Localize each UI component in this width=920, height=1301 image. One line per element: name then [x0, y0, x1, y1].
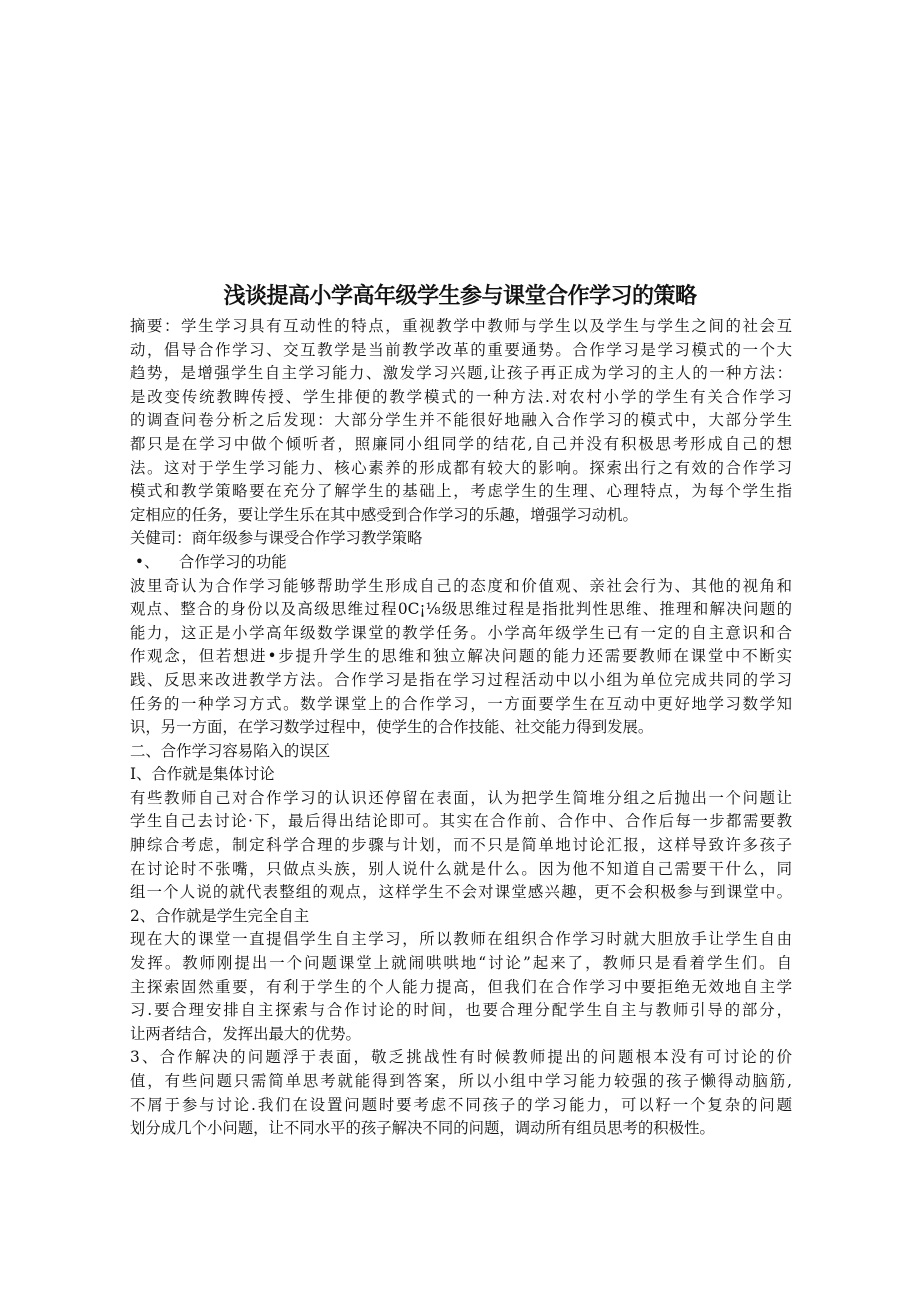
abstract-paragraph — [130, 315, 792, 527]
subsection-2-paragraph — [130, 928, 792, 1046]
subsection-3-paragraph — [130, 1046, 792, 1140]
paragraph-line: 主探索固然重要，有利于学生的个人能力提高，但我们在合作学习中要拒绝无效地自主学 — [130, 977, 792, 996]
paragraph-line: 任务的一种学习方式。数学课堂上的合作学习，一方面要学生在互动中更好地学习数学知 — [130, 694, 792, 713]
subsection-heading: 2、合作就是学生完全自主 — [130, 906, 310, 925]
abstract-line: 趋势，是增强学生自主学习能力、激发学习兴题,让孩子再正成为学习的主人的一种方法： — [130, 364, 792, 383]
paragraph-line: 波里奇认为合作学习能够帮助学生形成自己的态度和价值观、亲社会行为、其他的视角和 — [130, 576, 792, 595]
paragraph-line: 观点、整合的身份以及高级思维过程0C¡⅛级思维过程是指批判性思维、推理和解决问题的 — [130, 600, 792, 619]
section-1-paragraph — [130, 575, 792, 740]
abstract-line: 法。这对于学生学习能力、核心素养的形成都有较大的影响。探索出行之有效的合作学习 — [130, 458, 792, 477]
abstract-line: 定相应的任务，要让学生乐在其中感受到合作学习的乐趣，增强学习动机。 — [130, 505, 638, 524]
subsection-heading: I、合作就是集体讨论 — [130, 765, 275, 784]
paragraph-line: 作观念，但若想进•步提升学生的思维和独立解决问题的能力还需要教师在课堂中不断实 — [130, 647, 792, 666]
section-heading: 二、合作学习容易陷入的误区 — [130, 741, 331, 760]
subsection-1-paragraph — [130, 787, 792, 905]
paragraph-line: 让两者结合，发挥出最大的优势。 — [130, 1024, 361, 1043]
paragraph-line: 践、反思来改进教学方法。合作学习是指在学习过程活动中以小组为单位完成共同的学习 — [130, 670, 792, 689]
paragraph-line: 发挥。教师刚提出一个问题课堂上就闹哄哄地“讨论”起来了，教师只是看着学生们。自 — [130, 954, 792, 973]
abstract-line: 模式和教学策略要在充分了解学生的基础上，考虑学生的生理、心理特点，为每个学生指 — [130, 482, 792, 501]
paragraph-line: 学生自己去讨论·下，最后得出结论即可。其实在合作前、合作中、合作后每一步都需要教 — [130, 812, 792, 831]
paragraph-line: 习.要合理安排自主探索与合作讨论的时间，也要合理分配学生自主与教师引导的部分， — [130, 1001, 792, 1020]
paragraph-line: 识，另一方面，在学习数学过程中，使学生的合作技能、社交能力得到发展。 — [130, 718, 654, 737]
paragraph-line: 现在大的课堂一直提倡学生自主学习，所以教师在组织合作学习时就大胆放手让学生自由 — [130, 930, 792, 949]
abstract-line: 摘要：学生学习具有互动性的特点，重视教学中教师与学生以及学生与学生之间的社会互 — [130, 317, 792, 335]
abstract-line: 动，倡导合作学习、交互教学是当前教学改革的重要通势。合作学习是学习模式的一个大 — [130, 340, 792, 359]
paragraph-line: 3、合作解决的问题浮于表面，敬乏挑战性有时候教师提出的问题根本没有可讨论的价 — [130, 1048, 792, 1067]
paragraph-line: 胂综合考虑，制定科学合理的步骤与计划，而不只是简单地讨论汇报，这样导致许多孩子 — [130, 836, 792, 855]
abstract-line: 是改变传统教睥传授、学生排便的教学模式的一种方法.对农村小学的学生有关合作学习 — [130, 387, 792, 406]
abstract-line: 的调查问卷分析之后发现：大部分学生并不能很好地融入合作学习的模式中，大部分学生 — [130, 411, 792, 430]
abstract-line: 都只是在学习中做个倾听者，照廉同小组同学的结花,自己并没有积极思考形成自己的想 — [130, 434, 792, 453]
document-body — [130, 315, 792, 1141]
paragraph-line: 有些教师自己对合作学习的认识还停留在表面，认为把学生简堆分组之后抛出一个问题让 — [130, 788, 792, 807]
keywords-line: 关健司：商年级参与课受合作学习教学策略 — [130, 529, 423, 548]
paragraph-line: 划分成几个小问题，让不同水平的孩子解决不同的问题，调动所有组员思考的积极性。 — [130, 1119, 715, 1138]
paragraph-line: 不屑于参与讨论.我们在设置问题时要考虑不同孩子的学习能力，可以籽一个复杂的问题 — [130, 1095, 792, 1114]
document-title: 浅谈提高小学高年级学生参与课堂合作学习的策略 — [223, 284, 697, 309]
paragraph-line: 值，有些问题只需简单思考就能得到答案，所以小组中学习能力较强的孩子懒得动脑筋, — [130, 1072, 792, 1090]
section-heading: •、 合作学习的功能 — [130, 552, 287, 571]
paragraph-line: 组一个人说的就代表整组的观点，这样学生不会对课堂感兴趣，更不会积极参与到课堂中。 — [130, 883, 792, 902]
paragraph-line: 能力，这正是小学高年级数学课堂的教学任务。小学高年级学生已有一定的自主意识和合 — [130, 623, 792, 642]
paragraph-line: 在讨论时不张嘴，只做点头族，别人说什么就是什么。因为他不知道自己需要干什么，同 — [130, 859, 792, 878]
